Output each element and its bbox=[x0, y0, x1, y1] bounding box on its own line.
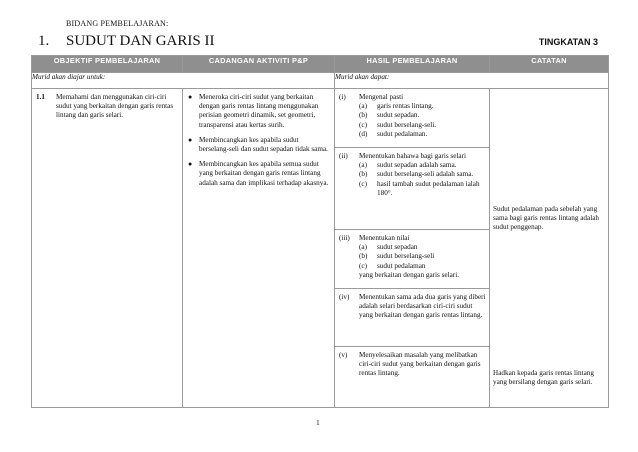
subheader-able: Murid akan dapat: bbox=[335, 73, 609, 89]
activities-cell bbox=[183, 89, 335, 408]
learning-area-label: BIDANG PEMBELAJARAN: bbox=[66, 19, 169, 28]
bullet-icon: ● bbox=[188, 160, 193, 169]
outcomes-cell bbox=[335, 89, 490, 408]
form-level-label: TINGKATAN 3 bbox=[538, 37, 598, 47]
title-text: SUDUT DAN GARIS II bbox=[66, 33, 215, 49]
outcome-i: (i) Mengenal pasti (a) garis rentas lintang. (b) sudut sepadan. (c) sudut berselang-seli. (d) sudut pedalaman. bbox=[335, 89, 489, 148]
objective-cell bbox=[32, 89, 183, 408]
title-number: 1. bbox=[38, 33, 50, 49]
activity-item: ● Meneroka ciri-ciri sudut yang berkaitan dengan garis rentas lintang menggunakan perisian geometri dinamik, set geometri, transparensi atau kertas surih. bbox=[188, 93, 319, 129]
notes-cell bbox=[490, 89, 609, 408]
outcome-iv: (iv) Menentukan sama ada dua garis yang diberi adalah selari berdasarkan ciri-ciri sudut yang berkaitan dengan garis rentas lintang. bbox=[335, 289, 489, 347]
page-title bbox=[38, 33, 214, 50]
outcome-ii: (ii) Menentukan bahawa bagi garis selari (a) sudut sepadan adalah sama. (b) sudut berselang-seli adalah sama. (c) hasil tambah sudut pedalaman ialah 180°. bbox=[335, 148, 489, 230]
outcome-iii: (iii) Menentukan nilai (a) sudut sepadan (b) sudut berselang-seli (c) sudut pedalaman yang berkaitan dengan garis selari. bbox=[335, 230, 489, 289]
page-number: 1 bbox=[316, 418, 320, 427]
bullet-icon: ● bbox=[188, 135, 193, 144]
col-header-notes: CATATAN bbox=[490, 56, 609, 73]
note-parallel-limit: Hadkan kepada garis rentas lintang yang bersilang dengan garis selari. bbox=[493, 369, 594, 387]
col-header-objectives: OBJEKTIF PEMBELAJARAN bbox=[32, 56, 183, 73]
objective-code: 1.1 bbox=[36, 93, 45, 101]
col-header-outcomes: HASIL PEMBELAJARAN bbox=[335, 56, 490, 73]
activity-item: ● Membincangkan kes apabila sudut berselang-seli dan sudut sepadan tidak sama. bbox=[188, 135, 328, 154]
outcome-v: (v) Menyelesaikan masalah yang melibatkan ciri-ciri sudut yang berkaitan dengan garis rentas lintang. bbox=[339, 351, 481, 378]
objective-text: Memahami dan menggunakan ciri-ciri sudut yang berkaitan dengan garis rentas lintang dan garis selari. bbox=[56, 93, 174, 120]
subheader-row bbox=[32, 73, 609, 89]
subheader-taught: Murid akan diajar untuk: bbox=[32, 73, 335, 89]
activity-item: ● Membincangkan kes apabila semua sudut yang berkaitan dengan garis rentas lintang adalah sama dan implikasi terhadap akasnya. bbox=[188, 160, 329, 187]
bullet-icon: ● bbox=[188, 93, 193, 101]
content-row bbox=[32, 89, 609, 408]
header-row bbox=[32, 56, 609, 73]
note-interior-angles: Sudut pedalaman pada sebelah yang sama bagi garis rentas lintang adalah sudut penggenap. bbox=[493, 205, 599, 232]
col-header-activities: CADANGAN AKTIVITI P&P bbox=[183, 56, 335, 73]
